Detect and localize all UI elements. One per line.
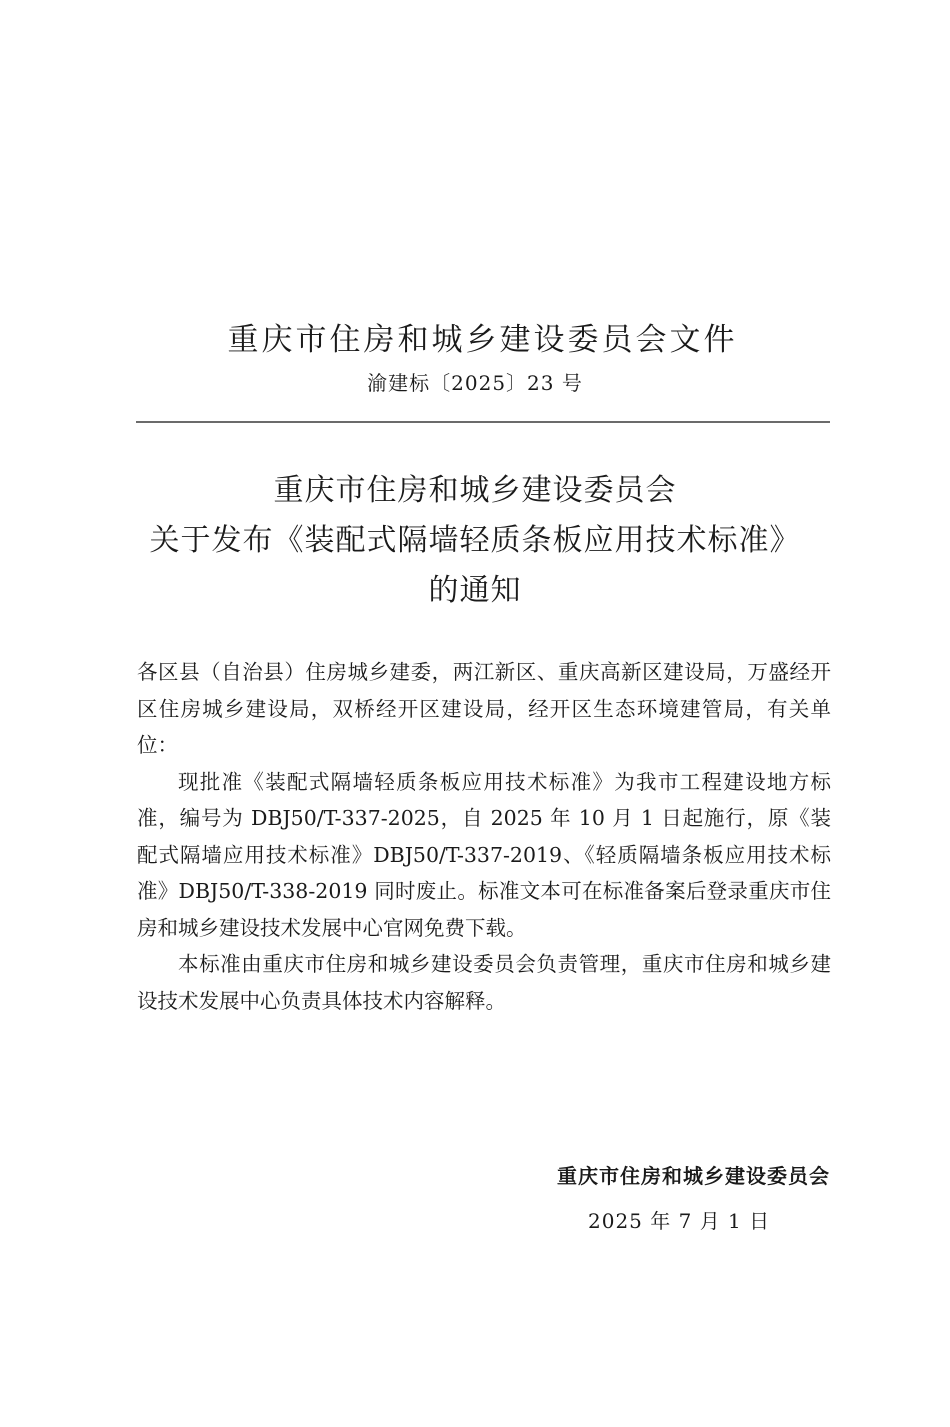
issuer-title: 重庆市住房和城乡建设委员会文件: [227, 322, 738, 358]
notice-body: [137, 654, 831, 1019]
body-paragraph: 现批准《装配式隔墙轻质条板应用技术标准》为我市工程建设地方标准，编号为 DBJ50/T-337-2025，自 2025 年 10 月 1 日起施行，原《装配式隔墙应用技术标准》DBJ50/T-337-2019、《轻质隔墙条板应用技术标准》DBJ50/T-338-2019 同时废止。标准文本可在标准备案后登录重庆市住房和城乡建设技术发展中心官网免费下载。: [137, 769, 831, 940]
notice-title-line: 重庆市住房和城乡建设委员会: [273, 473, 677, 508]
document-number: 渝建标〔2025〕23 号: [367, 371, 583, 395]
notice-title: [0, 466, 950, 616]
signing-date: 2025 年 7 月 1 日: [588, 1209, 771, 1233]
notice-title-line: 关于发布《装配式隔墙轻质条板应用技术标准》: [149, 523, 801, 558]
body-paragraph: 本标准由重庆市住房和城乡建设委员会负责管理，重庆市住房和城乡建设技术发展中心负责具体技术内容解释。: [137, 952, 831, 1013]
document-header: [0, 318, 950, 398]
signing-organization: 重庆市住房和城乡建设委员会: [557, 1164, 830, 1188]
addressees: 各区县（自治县）住房城乡建委，两江新区、重庆高新区建设局，万盛经开区住房城乡建设局，双桥经开区建设局，经开区生态环境建管局，有关单位：: [137, 660, 831, 757]
header-divider: [136, 421, 830, 423]
notice-title-line: 的通知: [428, 573, 522, 608]
